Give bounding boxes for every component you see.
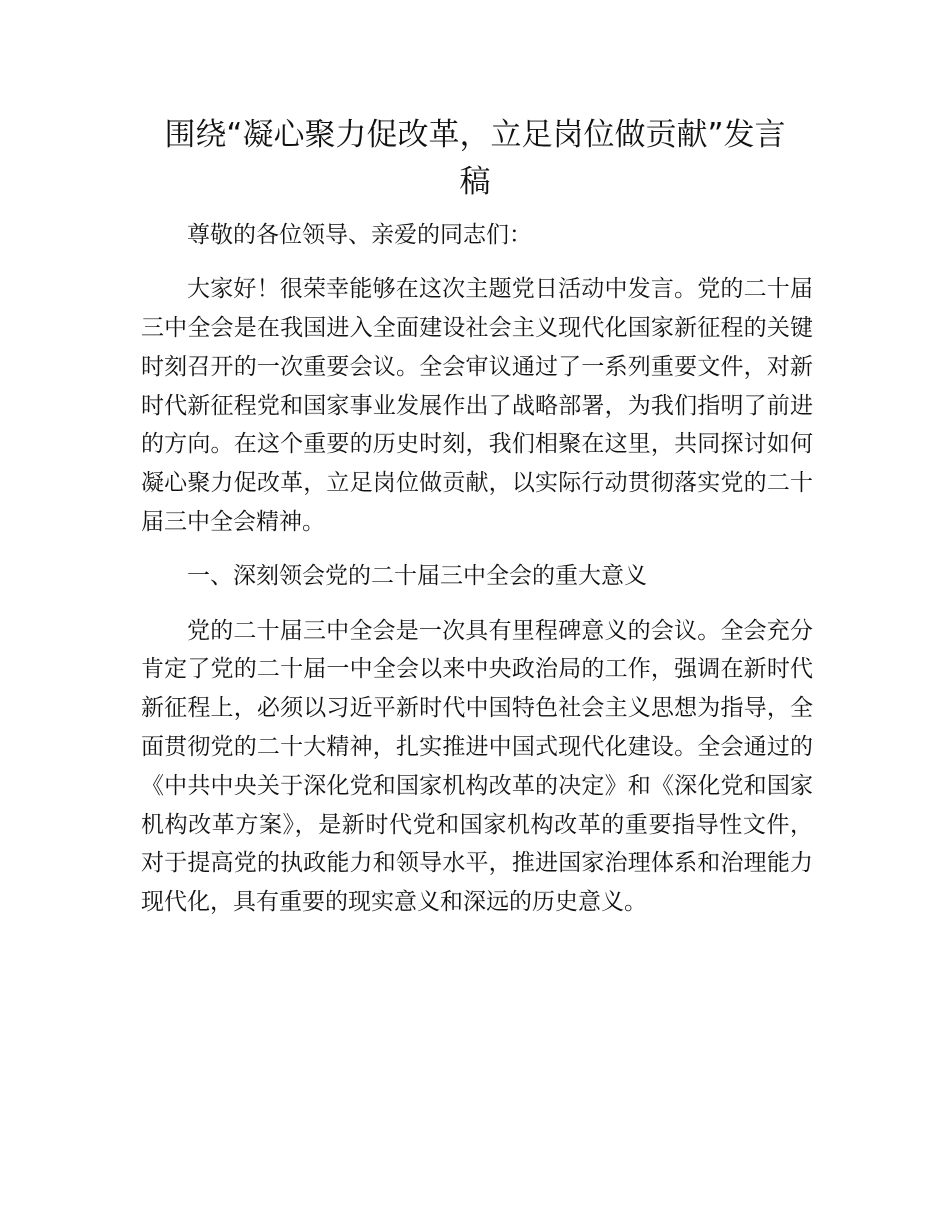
salutation: 尊敬的各位领导、亲爱的同志们： — [187, 222, 532, 248]
section-heading-1: 一、深刻领会党的二十届三中全会的重大意义 — [187, 563, 647, 590]
document-title — [140, 112, 810, 206]
title-line-2: 稿 — [459, 164, 491, 200]
document-body — [141, 216, 813, 922]
paragraph-significance: 党的二十届三中全会是一次具有里程碑意义的会议。全会充分肯定了党的二十届一中全会以来中央政治局的工作，强调在新时代新征程上，必须以习近平新时代中国特色社会主义思想为指导，全面贯彻党的二十大精神，扎实推进中国式现代化建设。全会通过的《中共中央关于深化党和国家机构改革的决定》和《深化党和国家机构改革方案》，是新时代党和国家机构改革的重要指导性文件，对于提高党的执政能力和领导水平，推进国家治理体系和治理能力现代化，具有重要的现实意义和深远的历史意义。 — [141, 617, 813, 916]
paragraph-intro: 大家好！很荣幸能够在这次主题党日活动中发言。党的二十届三中全会是在我国进入全面建设社会主义现代化国家新征程的关键时刻召开的一次重要会议。全会审议通过了一系列重要文件，对新时代新征程党和国家事业发展作出了战略部署，为我们指明了前进的方向。在这个重要的历史时刻，我们相聚在这里，共同探讨如何凝心聚力促改革，立足岗位做贡献，以实际行动贯彻落实党的二十届三中全会精神。 — [141, 276, 813, 536]
title-line-1: 围绕“凝心聚力促改革，立足岗位做贡献”发言 — [164, 117, 786, 153]
